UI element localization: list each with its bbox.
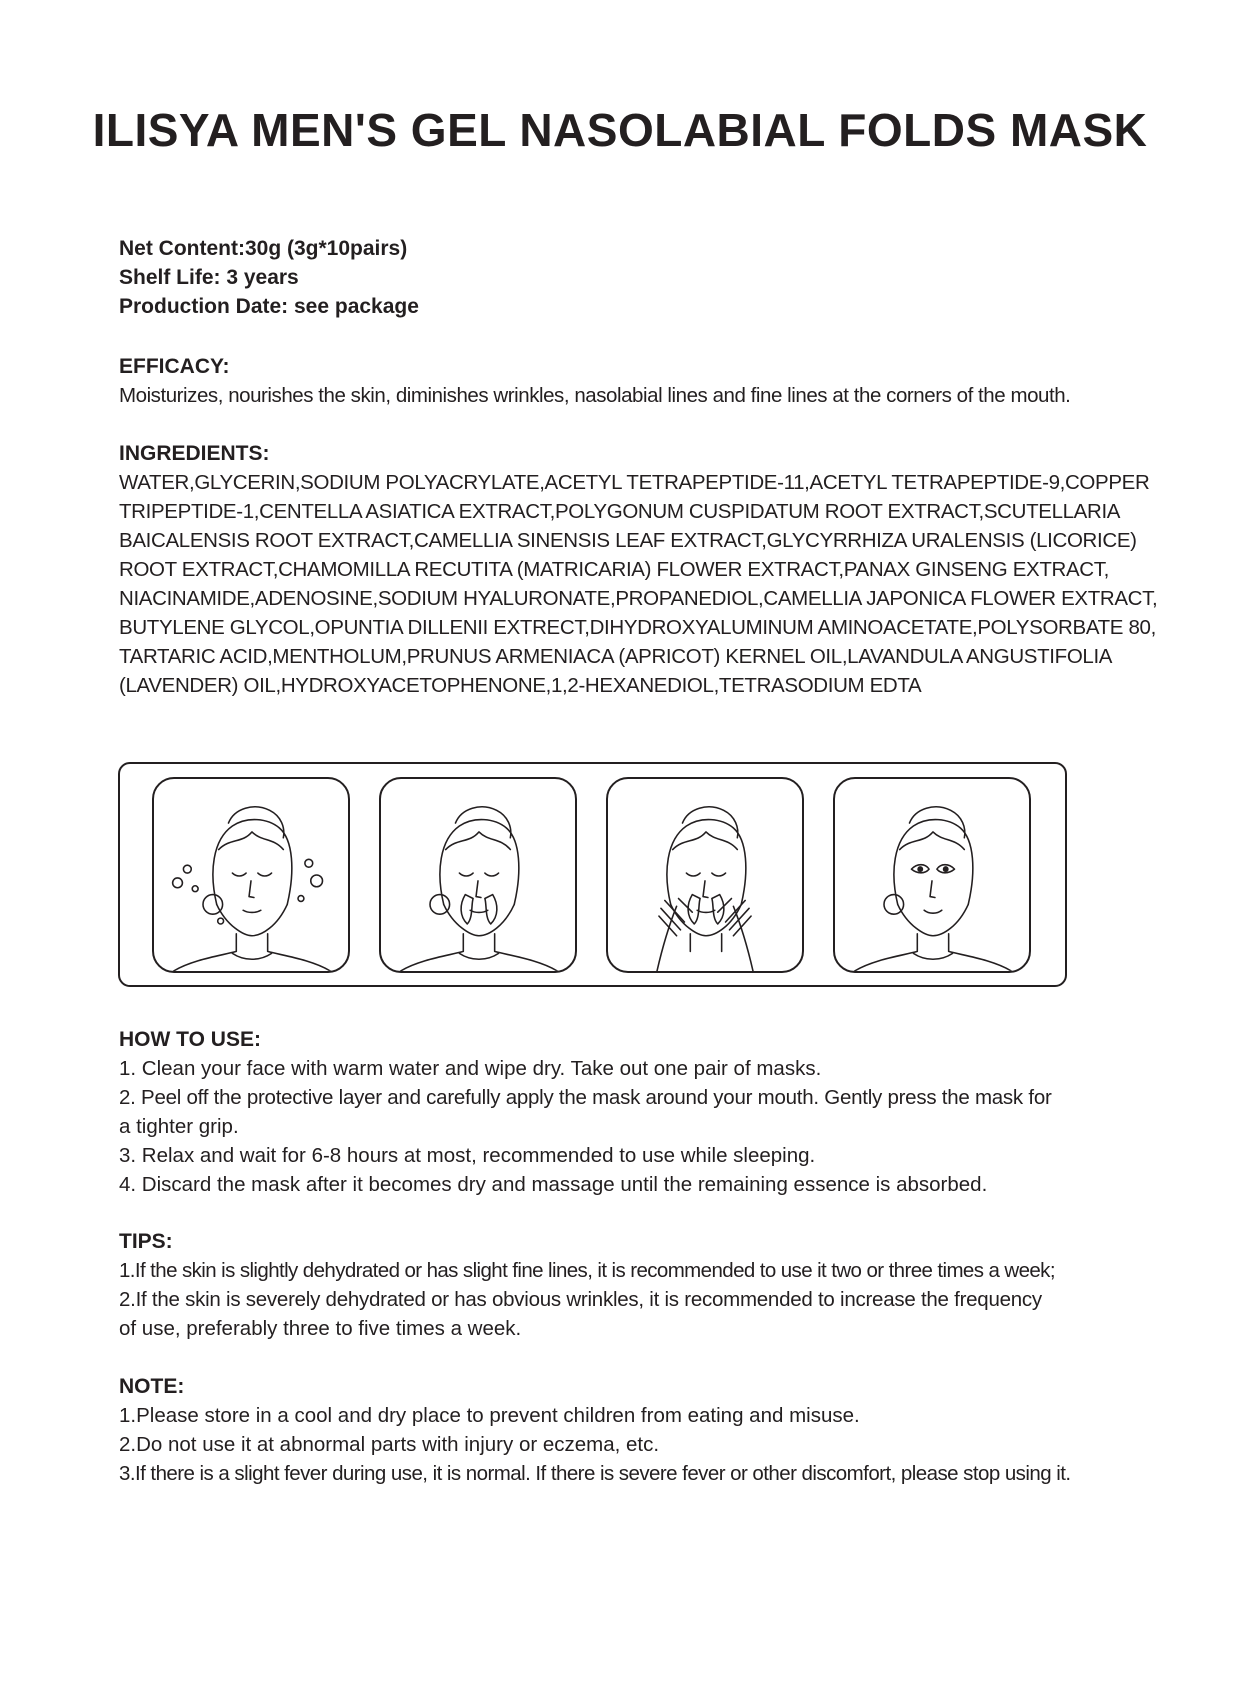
how-to-use-line: a tighter grip.	[119, 1115, 239, 1138]
ingredients-line: BAICALENSIS ROOT EXTRACT,CAMELLIA SINENSIS LEAF EXTRACT,GLYCYRRHIZA URALENSIS (LICORICE)	[119, 529, 1137, 552]
product-info	[119, 234, 419, 321]
ingredients-line: BUTYLENE GLYCOL,OPUNTIA DILLENII EXTRECT,DIHYDROXYALUMINUM AMINOACETATE,POLYSORBATE 80,	[119, 616, 1156, 639]
efficacy-section	[119, 352, 1129, 410]
net-content: Net Content:30g (3g*10pairs)	[119, 237, 408, 260]
press-mask-illustration-icon	[606, 777, 804, 973]
face-wash-illustration-icon	[152, 777, 350, 973]
how-to-use-line: 3. Relax and wait for 6-8 hours at most, recommended to use while sleeping.	[119, 1144, 816, 1167]
efficacy-heading: EFFICACY:	[119, 355, 230, 378]
ingredients-line: WATER,GLYCERIN,SODIUM POLYACRYLATE,ACETYL TETRAPEPTIDE-11,ACETYL TETRAPEPTIDE-9,COPPER	[119, 471, 1150, 494]
how-to-use-line: 1. Clean your face with warm water and wipe dry. Take out one pair of masks.	[119, 1057, 822, 1080]
how-to-use-steps	[119, 1054, 1129, 1199]
ingredients-line: TARTARIC ACID,MENTHOLUM,PRUNUS ARMENIACA (APRICOT) KERNEL OIL,LAVANDULA ANGUSTIFOLIA	[119, 645, 1113, 668]
note-line: 2.Do not use it at abnormal parts with injury or eczema, etc.	[119, 1433, 660, 1456]
ingredients-heading: INGREDIENTS:	[119, 442, 270, 465]
tips-heading: TIPS:	[119, 1230, 173, 1253]
page-title: ILISYA MEN'S GEL NASOLABIAL FOLDS MASK	[92, 104, 1148, 156]
ingredients-line: (LAVENDER) OIL,HYDROXYACETOPHENONE,1,2-HEXANEDIOL,TETRASODIUM EDTA	[119, 674, 922, 697]
how-to-use-line: 4. Discard the mask after it becomes dry and massage until the remaining essence is absorbed.	[119, 1173, 988, 1196]
tips-line: of use, preferably three to five times a week.	[119, 1317, 522, 1340]
tips-line: 1.If the skin is slightly dehydrated or has slight fine lines, it is recommended to use it two or three times a week;	[119, 1259, 1055, 1282]
how-to-use-heading: HOW TO USE:	[119, 1028, 261, 1051]
ingredients-line: NIACINAMIDE,ADENOSINE,SODIUM HYALURONATE,PROPANEDIOL,CAMELLIA JAPONICA FLOWER EXTRACT,	[119, 587, 1158, 610]
efficacy-text: Moisturizes, nourishes the skin, diminishes wrinkles, nasolabial lines and fine lines at the corners of the mouth.	[119, 384, 1071, 407]
apply-mask-illustration-icon	[379, 777, 577, 973]
note-list	[119, 1401, 1129, 1488]
tips-list	[119, 1256, 1129, 1343]
result-face-illustration-icon	[833, 777, 1031, 973]
how-to-use-line: 2. Peel off the protective layer and carefully apply the mask around your mouth. Gently press the mask for	[119, 1086, 1052, 1109]
production-date: Production Date: see package	[119, 295, 419, 318]
note-section	[119, 1372, 1129, 1488]
note-line: 1.Please store in a cool and dry place to prevent children from eating and misuse.	[119, 1404, 860, 1427]
note-heading: NOTE:	[119, 1375, 185, 1398]
tips-line: 2.If the skin is severely dehydrated or has obvious wrinkles, it is recommended to increase the frequency	[119, 1288, 1042, 1311]
how-to-use-section	[119, 1025, 1129, 1199]
note-line: 3.If there is a slight fever during use, it is normal. If there is severe fever or other discomfort, please stop using it.	[119, 1462, 1071, 1485]
tips-section	[119, 1227, 1129, 1343]
shelf-life: Shelf Life: 3 years	[119, 266, 299, 289]
usage-illustrations	[118, 762, 1067, 987]
ingredients-list	[119, 468, 1158, 700]
ingredients-line: ROOT EXTRACT,CHAMOMILLA RECUTITA (MATRICARIA) FLOWER EXTRACT,PANAX GINSENG EXTRACT,	[119, 558, 1109, 581]
ingredients-line: TRIPEPTIDE-1,CENTELLA ASIATICA EXTRACT,POLYGONUM CUSPIDATUM ROOT EXTRACT,SCUTELLARIA	[119, 500, 1121, 523]
ingredients-section	[119, 439, 1158, 700]
